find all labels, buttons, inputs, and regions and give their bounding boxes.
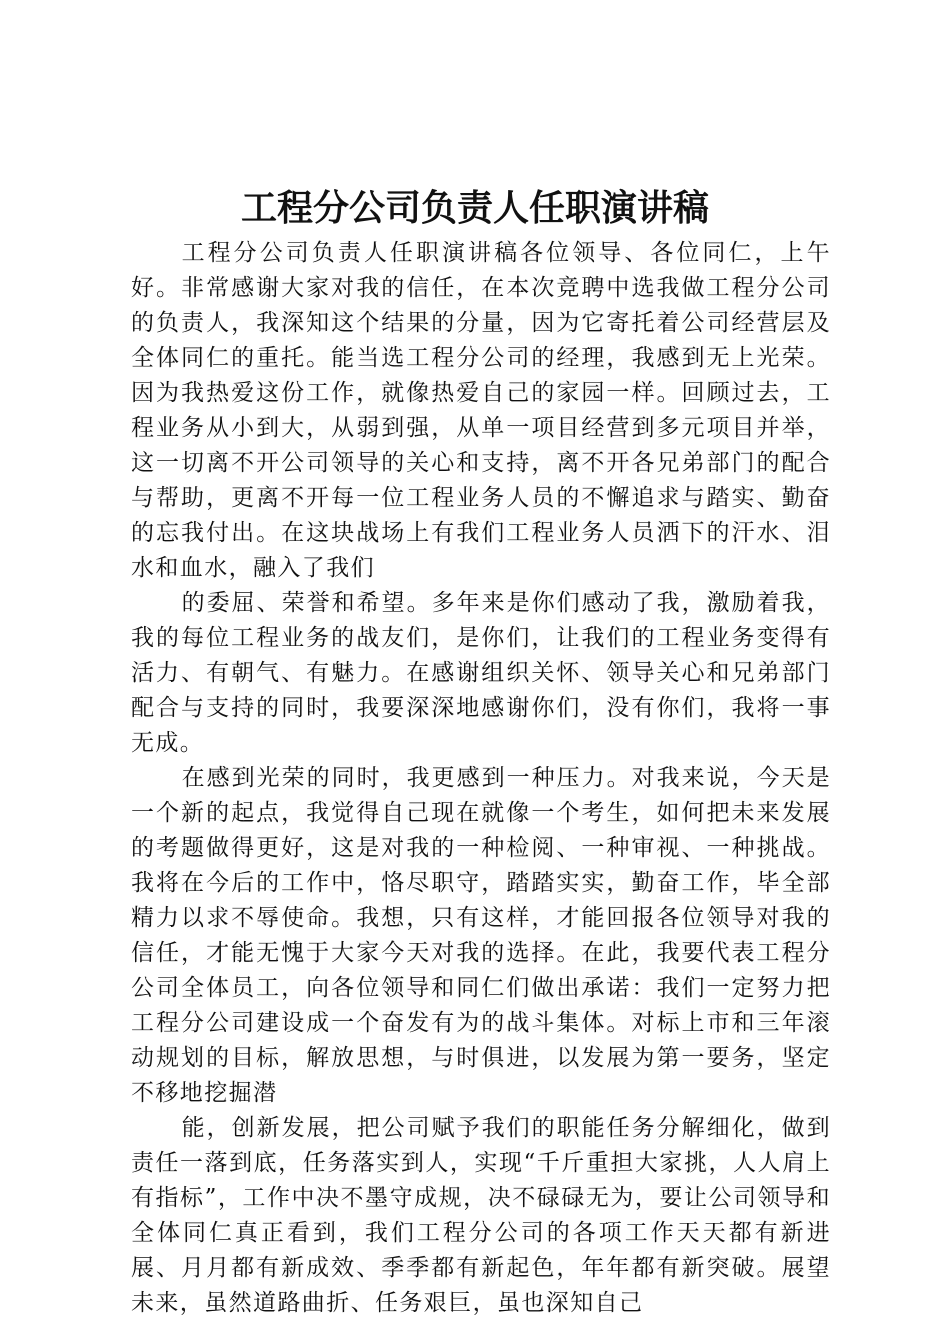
document-title: 工程分公司负责人任职演讲稿 xyxy=(240,187,709,229)
paragraph-3: 在感到光荣的同时，我更感到一种压力。对我来说，今天是一个新的起点，我觉得自己现在就像一个考生，如何把未来发展的考题做得更好，这是对我的一种检阅、一种审视、一种挑战。我将在今后的工作中，恪尽职守，踏踏实实，勤奋工作，毕全部精力以求不辱使命。我想，只有这样，才能回报各位领导对我的信任，才能无愧于大家今天对我的选择。在此，我要代表工程分公司全体员工，向各位领导和同仁们做出承诺：我们一定努力把工程分公司建设成一个奋发有为的战斗集体。对标上市和三年滚动规划的目标，解放思想，与时俱进，以发展为第一要务，坚定不移地挖掘潜 xyxy=(131,765,831,1106)
paragraph-4: 能，创新发展，把公司赋予我们的职能任务分解细化，做到责任一落到底，任务落实到人，实现“千斤重担大家挑，人人肩上有指标”，工作中决不墨守成规，决不碌碌无为，要让公司领导和全体同仁真正看到，我们工程分公司的各项工作天天都有新进展、月月都有新成效、季季都有新起色，年年都有新突破。展望未来，虽然道路曲折、任务艰巨，虽也深知自己 xyxy=(131,1115,831,1316)
document-body xyxy=(131,236,831,1321)
paragraph-2: 的委屈、荣誉和希望。多年来是你们感动了我，激励着我，我的每位工程业务的战友们，是你们，让我们的工程业务变得有活力、有朝气、有魅力。在感谢组织关怀、领导关心和兄弟部门配合与支持的同时，我要深深地感谢你们，没有你们，我将一事无成。 xyxy=(131,590,831,756)
paragraph-1: 工程分公司负责人任职演讲稿各位领导、各位同仁，上午好。非常感谢大家对我的信任，在本次竞聘中选我做工程分公司的负责人，我深知这个结果的分量，因为它寄托着公司经营层及全体同仁的重托。能当选工程分公司的经理，我感到无上光荣。因为我热爱这份工作，就像热爱自己的家园一样。回顾过去，工程业务从小到大，从弱到强，从单一项目经营到多元项目并举，这一切离不开公司领导的关心和支持，离不开各兄弟部门的配合与帮助，更离不开每一位工程业务人员的不懈追求与踏实、勤奋的忘我付出。在这块战场上有我们工程业务人员洒下的汗水、泪水和血水，融入了我们 xyxy=(131,240,831,581)
